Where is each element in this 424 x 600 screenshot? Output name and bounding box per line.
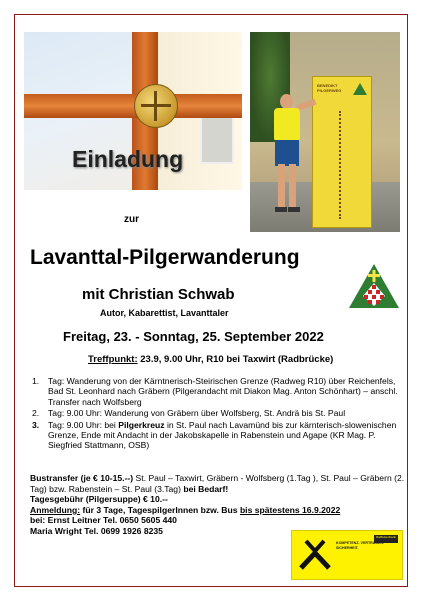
info-block (30, 473, 405, 537)
stage-text: Tag: 9.00 Uhr: Wanderung von Gräbern über Wolfsberg, St. Andrä bis St. Paul (48, 408, 346, 419)
bus-note: bei Bedarf! (183, 483, 229, 494)
event-date: Freitag, 23. - Sonntag, 25. September 2022 (63, 329, 324, 344)
sponsor-badge: Raiffeisenbank (374, 535, 398, 543)
benedict-medal-icon (134, 84, 178, 128)
banner-text: BENEDIKT PILGERWEG (317, 83, 342, 93)
stage-list (30, 376, 402, 452)
registration-line (30, 505, 405, 516)
meeting-text: 23.9, 9.00 Uhr, R10 bei Taxwirt (Radbrücke) (137, 354, 334, 365)
benediktweg-logo-icon (347, 262, 401, 312)
registration-text: für 3 Tage, TagespilgerInnen bzw. Bus (80, 504, 240, 515)
sponsor-slogan: KOMPETENZ. VERTRAUEN. SICHERHEIT. (336, 541, 384, 550)
list-item (30, 408, 402, 418)
list-item (30, 420, 402, 451)
list-item (30, 376, 402, 407)
raiffeisen-gable-cross-icon (298, 537, 332, 571)
bus-label: Bustransfer (je € 10-15.--) (30, 473, 134, 483)
fee-line: Tagesgebühr (Pilgersuppe) € 10.-- (30, 494, 168, 505)
pilgrim-photo (250, 32, 400, 232)
meeting-point (88, 354, 333, 365)
stage-text: Tag: 9.00 Uhr: bei (48, 419, 119, 430)
registration-deadline: bis spätestens 16.9.2022 (239, 504, 341, 515)
contact-line: bei: Ernst Leitner Tel. 0650 5605 440 (30, 515, 177, 526)
contact-line: Maria Wright Tel. 0699 1926 8235 (30, 525, 163, 536)
zur-label: zur (124, 214, 139, 225)
invitation-heading: Einladung (72, 146, 184, 172)
stage-text: Tag: Wanderung von der Kärntnerisch-Steirischen Grenze (Radweg R10) über Reichenfels, Bad St. Leonhard nach Gräbern (Pilgerandacht mit Diakon Mag. Anton Schönhart) – anschl. Transfer nach Wolfsberg (48, 376, 398, 407)
meeting-label: Treffpunkt: (88, 354, 138, 365)
logo-url: www.benediktweg.at (360, 308, 388, 312)
stage-number: 3. (32, 419, 40, 430)
stage-number: 2. (32, 408, 40, 419)
bus-text: St. Paul – Taxwirt, Gräbern - Wolfsberg (1.Tag ), St. Paul – Gräbern (2. Tag) bzw. Rabenstein – St. Paul (3.Tag) (30, 473, 405, 494)
event-title: Lavanttal-Pilgerwanderung (30, 246, 300, 269)
author-line: Autor, Kabarettist, Lavanttaler (100, 308, 229, 318)
event-subtitle: mit Christian Schwab (82, 286, 235, 303)
stage-text: in St. Paul nach Lavamünd bis zur kärnterisch-slowenischen Grenze, Ende mit Andacht in der Jakobskapelle in Rabenstein und Agape (KR Mag. P. Siegfried Stattmann, OSB) (48, 419, 397, 451)
stage-highlight: Pilgerkreuz (118, 419, 165, 430)
pilgrim-banner (312, 76, 372, 228)
bus-transfer (30, 473, 405, 494)
registration-label: Anmeldung: (30, 504, 81, 515)
stage-number: 1. (32, 376, 40, 386)
raiffeisen-sponsor-logo (291, 530, 403, 580)
